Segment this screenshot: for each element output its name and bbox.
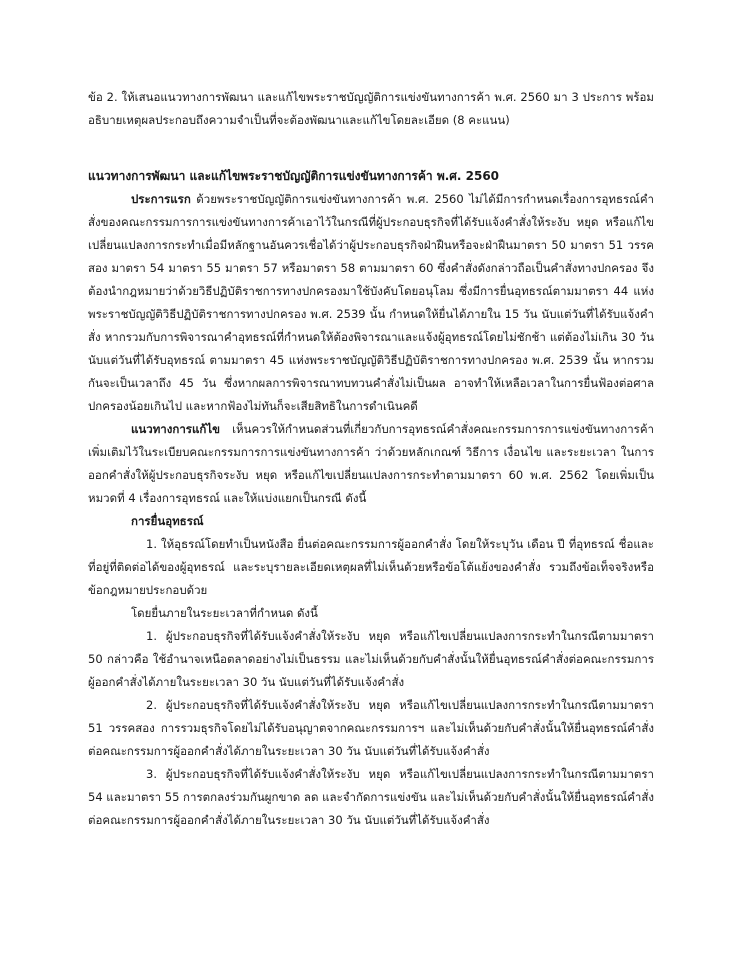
solution-text: เห็นควรให้กำหนดส่วนที่เกี่ยวกับการอุทธรณ์คำสั่งคณะกรรมการการแข่งขันทางการค้าเพิ่มเติมไว้ในระเบียบคณะกรรมการการแข่งขันทางการค้า ว่าด้วยหลักเกณฑ์ วิธีการ เงื่อนไข และระยะเวลา ในการออกคำสั่งให้ผู้ประกอบธุรกิจระงับ หยุด หรือแก้ไขเปลี่ยนแปลงการกระทำตามมาตรา 60 พ.ศ. 2562 โดยเพิ่มเป็นหมวดที่ 4 เรื่องการอุทธรณ์ และให้แบ่งแยกเป็นกรณี ดังนี้ [88,422,654,505]
appeal-item-1: 1. ให้อุธรณ์โดยทำเป็นหนังสือ ยื่นต่อคณะกรรมการผู้ออกคำสั่ง โดยให้ระบุวัน เดือน ปี ที่อุทธรณ์ ชื่อและที่อยู่ที่ติดต่อได้ของผู้อุทธรณ์ และระบุรายละเอียดเหตุผลที่ไม่เห็นด้วยหรือข้อโต้แย้งของคำสั่ง รวมถึงข้อเท็จจริงหรือข้อกฎหมายประกอบด้วย [88,537,654,597]
solution-paragraph [88,418,654,510]
solution-label: แนวทางการแก้ไข [131,422,221,436]
deadline-intro: โดยยื่นภายในระยะเวลาที่กำหนด ดังนี้ [131,606,318,620]
deadline-item-2: 2. ผู้ประกอบธุรกิจที่ได้รับแจ้งคำสั่งให้ระงับ หยุด หรือแก้ไขเปลี่ยนแปลงการกระทำในกรณีตามมาตรา 51 วรรคสอง การรวมธุรกิจโดยไม่ได้รับอนุญาตจากคณะกรรมการฯ และไม่เห็นด้วยกับคำสั่งนั้นให้ยื่นอุทธรณ์คำสั่งต่อคณะกรรมการผู้ออกคำสั่งได้ภายในระยะเวลา 30 วัน นับแต่วันที่ได้รับแจ้งคำสั่ง [88,698,654,758]
deadline-item-3: 3. ผู้ประกอบธุรกิจที่ได้รับแจ้งคำสั่งให้ระงับ หยุด หรือแก้ไขเปลี่ยนแปลงการกระทำในกรณีตามมาตรา 54 และมาตรา 55 การตกลงร่วมกันผูกขาด ลด และจำกัดการแข่งขัน และไม่เห็นด้วยกับคำสั่งนั้นให้ยื่นอุทธรณ์คำสั่งต่อคณะกรรมการผู้ออกคำสั่งได้ภายในระยะเวลา 30 วัน นับแต่วันที่ได้รับแจ้งคำสั่ง [88,767,654,827]
first-point-text: ด้วยพระราชบัญญัติการแข่งขันทางการค้า พ.ศ. 2560 ไม่ได้มีการกำหนดเรื่องการอุทธรณ์คำสั่งของคณะกรรมการการแข่งขันทางการค้าเอาไว้ในกรณีที่ผู้ประกอบธุรกิจที่ได้รับแจ้งคำสั่งให้ระงับ หยุด หรือแก้ไขเปลี่ยนแปลงการกระทำเมื่อมีหลักฐานอันควรเชื่อได้ว่าผู้ประกอบธุรกิจฝ่าฝืนหรือจะฝ่าฝืนมาตรา 50 มาตรา 51 วรรคสอง มาตรา 54 มาตรา 55 มาตรา 57 หรือมาตรา 58 ตามมาตรา 60 ซึ่งคำสั่งดังกล่าวถือเป็นคำสั่งทางปกครอง จึงต้องนำกฎหมายว่าด้วยวิธีปฏิบัติราชการทางปกครองมาใช้บังคับโดยอนุโลม ซึ่งมีการยื่นอุทธรณ์ตามมาตรา 44 แห่งพระราชบัญญัติวิธีปฏิบัติราชการทางปกครอง พ.ศ. 2539 นั้น กำหนดให้ยื่นได้ภายใน 15 วัน นับแต่วันที่ได้รับแจ้งคำสั่ง หากรวมกับการพิจารณาคำอุทธรณ์ที่กำหนดให้ต้องพิจารณาและแจ้งผู้อุทธรณ์โดยไม่ชักช้า แต่ต้องไม่เกิน 30 วัน นับแต่วันที่ได้รับอุทธรณ์ ตามมาตรา 45 แห่งพระราชบัญญัติวิธีปฏิบัติราชการทางปกครอง พ.ศ. 2539 นั้น หากรวมกันจะเป็นเวลาถึง 45 วัน ซึ่งหากผลการพิจารณาทบทวนคำสั่งไม่เป็นผล อาจทำให้เหลือเวลาในการยื่นฟ้องต่อศาลปกครองน้อยเกินไป และหากฟ้องไม่ทันก็จะเสียสิทธิในการดำเนินคดี [88,192,654,413]
deadline-item-1: 1. ผู้ประกอบธุรกิจที่ได้รับแจ้งคำสั่งให้ระงับ หยุด หรือแก้ไขเปลี่ยนแปลงการกระทำในกรณีตามมาตรา 50 กล่าวคือ ใช้อำนาจเหนือตลาดอย่างไม่เป็นธรรม และไม่เห็นด้วยกับคำสั่งนั้นให้ยื่นอุทธรณ์คำสั่งต่อคณะกรรมการผู้ออกคำสั่งได้ภายในระยะเวลา 30 วัน นับแต่วันที่ได้รับแจ้งคำสั่ง [88,629,654,689]
appeal-heading: การยื่นอุทธรณ์ [131,514,204,528]
first-point-paragraph [88,188,654,418]
document-body [88,86,654,832]
question-text: ข้อ 2. ให้เสนอแนวทางการพัฒนา และแก้ไขพระราชบัญญัติการแข่งขันทางการค้า พ.ศ. 2560 มา 3 ประการ พร้อมอธิบายเหตุผลประกอบถึงความจำเป็นที่จะต้องพัฒนาและแก้ไขโดยละเอียด (8 คะแนน) [88,90,654,127]
first-point-label: ประการแรก [131,192,191,206]
section-heading: แนวทางการพัฒนา และแก้ไขพระราชบัญญัติการแข่งขันทางการค้า พ.ศ. 2560 [88,169,500,183]
